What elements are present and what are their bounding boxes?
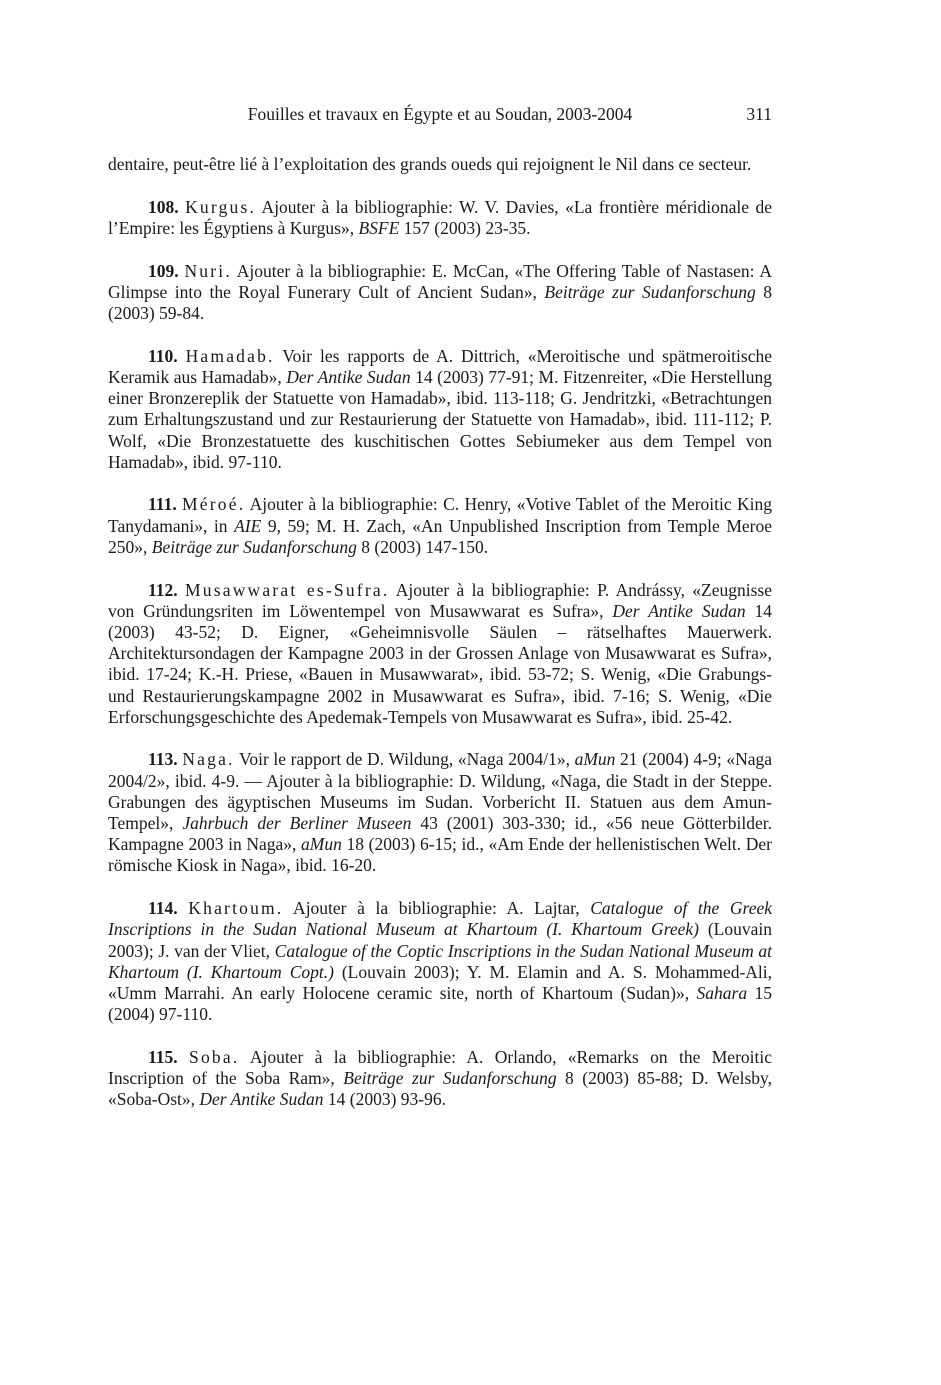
- entry-text: 8 (2003) 147-150.: [356, 536, 489, 557]
- entry-italic-title: Der Antike Sudan: [199, 1089, 324, 1110]
- entry-italic-title: Catalogue of the Coptic Inscriptions in the Sudan National Museum at Khartoum (I. Khartoum Copt.): [108, 940, 772, 982]
- entry-site-name: Méroé.: [182, 494, 246, 515]
- entry-number: 108.: [148, 196, 179, 217]
- bibliography-entries: [108, 175, 772, 1110]
- entry-text: Ajouter à la bibliographie: A. Orlando, «Remarks on the Meroitic Inscription of the Soba Ram»,: [108, 1046, 772, 1089]
- entry-site-name: Musawwarat es-Sufra.: [185, 579, 390, 600]
- paragraph-gap: [108, 324, 772, 346]
- page-body: [108, 154, 772, 1111]
- bibliography-entry: [108, 1047, 772, 1111]
- bibliography-entry: [108, 580, 772, 728]
- paragraph-gap: [108, 558, 772, 580]
- page-header: [108, 101, 772, 127]
- entry-italic-title: BSFE: [358, 217, 400, 238]
- entry-text: Ajouter à la bibliographie: W. V. Davies, «La frontière méridionale de l’Empire: les Égyptiens à Kurgus»,: [108, 196, 772, 238]
- page-number: 311: [746, 104, 772, 124]
- bibliography-entry: [108, 749, 772, 876]
- entry-text: 8 (2003) 59-84.: [108, 281, 772, 324]
- entry-site-name: Naga.: [182, 749, 235, 770]
- entry-number: 115.: [148, 1046, 178, 1067]
- entry-italic-title: AIE: [234, 515, 262, 536]
- paragraph-gap: [108, 239, 772, 261]
- entry-italic-title: Beiträge zur Sudanforschung: [343, 1068, 557, 1089]
- bibliography-entry: [108, 898, 772, 1025]
- entry-number: 113.: [148, 749, 178, 770]
- paragraph-gap: [108, 175, 772, 197]
- entry-site-name: Khartoum.: [188, 898, 284, 919]
- entry-text: (Louvain 2003); J. van der Vliet,: [108, 919, 772, 961]
- entry-text: 14 (2003) 43-52; D. Eigner, «Geheimnisvolle Säulen – rätselhaftes Mauerwerk. Architektursondagen der Kampagne 2003 in der Grossen Anlage von Musawwarat es Sufra», ibid. 17-24; K.-H. Priese, «Bauen in Musawwarat», ibid. 53-72; S. Wenig, «Die Grabungs- und Restaurierungskampagne 2002 in Musawwarat es Sufra», ibid. 7-16; S. Wenig, «Die Erforschungsgeschichte des Apedemak-Tempels von Musawwarat es Sufra», ibid. 25-42.: [108, 600, 772, 727]
- entry-text: Ajouter à la bibliographie: P. Andrássy, «Zeugnisse von Gründungsriten im Löwentempel von Musawwarat es Sufra»,: [108, 579, 773, 621]
- entry-italic-title: aMun: [574, 749, 616, 770]
- entry-text: 14 (2003) 77-91; M. Fitzenreiter, «Die Herstellung einer Bronzereplik der Statuette von Hamadab», ibid. 113-118; G. Jendritzki, «Betrachtungen zum Erhaltungszustand und zur Restaurierung der Statuette von Hamadab», ibid. 111-112; P. Wolf, «Die Bronzestatuette des kuschitischen Gottes Sebiumeker aus dem Tempel von Hamadab», ibid. 97-110.: [108, 366, 772, 472]
- entry-site-name: Kurgus.: [185, 196, 257, 217]
- continued-paragraph: dentaire, peut-être lié à l’exploitation des grands oueds qui rejoignent le Nil dans ce secteur.: [108, 154, 752, 174]
- entry-number: 109.: [148, 260, 179, 281]
- bibliography-entry: [108, 261, 772, 325]
- entry-text: Voir les rapports de A. Dittrich, «Meroitische und spätmeroitische Keramik aus Hamadab»,: [108, 345, 772, 387]
- entry-number: 112.: [148, 579, 178, 600]
- entry-text: Ajouter à la bibliographie: E. McCan, «The Offering Table of Nastasen: A Glimpse into the Royal Funerary Cult of Ancient Sudan»,: [108, 260, 773, 302]
- entry-text: 43 (2001) 303-330; id., «56 neue Götterbilder. Kampagne 2003 in Naga»,: [108, 813, 772, 855]
- entry-site-name: Soba.: [189, 1046, 240, 1067]
- bibliography-entry: [108, 346, 772, 473]
- entry-italic-title: aMun: [301, 834, 342, 855]
- entry-italic-title: Catalogue of the Greek Inscriptions in the Sudan National Museum at Khartoum (I. Khartoum Greek): [108, 898, 772, 940]
- paragraph-gap: [108, 1025, 772, 1047]
- paragraph-gap: [108, 877, 772, 899]
- bibliography-entry: [108, 197, 772, 239]
- entry-text: Ajouter à la bibliographie: A. Lajtar,: [283, 898, 591, 919]
- entry-text: 8 (2003) 85-88; D. Welsby, «Soba-Ost»,: [108, 1068, 772, 1110]
- entry-text: Voir le rapport de D. Wildung, «Naga 2004/1»,: [234, 749, 575, 770]
- entry-italic-title: Jahrbuch der Berliner Museen: [182, 813, 412, 834]
- entry-italic-title: Der Antike Sudan: [612, 600, 746, 621]
- entry-text: 18 (2003) 6-15; id., «Am Ende der hellenistischen Welt. Der römische Kiosk in Naga», ibid. 16-20.: [108, 834, 772, 876]
- entry-italic-title: Der Antike Sudan: [286, 366, 411, 387]
- entry-number: 110.: [148, 345, 178, 366]
- entry-site-name: Nuri.: [184, 260, 232, 281]
- entry-italic-title: Beiträge zur Sudanforschung: [544, 281, 756, 302]
- entry-text: 21 (2004) 4-9; «Naga 2004/2», ibid. 4-9. — Ajouter à la bibliographie: D. Wildung, «Naga, die Stadt in der Steppe. Grabungen des ägyptischen Museums im Sudan. Vorbericht II. Statuen aus dem Amun-Tempel»,: [108, 749, 772, 834]
- running-title: Fouilles et travaux en Égypte et au Soudan, 2003-2004: [247, 104, 633, 124]
- entry-text: 15 (2004) 97-110.: [108, 983, 773, 1025]
- entry-number: 114.: [148, 898, 178, 919]
- entry-text: 9, 59; M. H. Zach, «An Unpublished Inscription from Temple Meroe 250»,: [108, 515, 772, 557]
- entry-text: 157 (2003) 23-35.: [399, 217, 531, 238]
- entry-text: (Louvain 2003); Y. M. Elamin and A. S. Mohammed-Ali, «Umm Marrahi. An early Holocene ceramic site, north of Khartoum (Sudan)»,: [108, 961, 773, 1003]
- entry-number: 111.: [148, 494, 177, 515]
- entry-text: 14 (2003) 93-96.: [323, 1089, 446, 1110]
- entry-italic-title: Beiträge zur Sudanforschung: [151, 536, 357, 557]
- paragraph-gap: [108, 473, 772, 495]
- paragraph-gap: [108, 728, 772, 750]
- bibliography-entry: [108, 494, 772, 558]
- entry-text: Ajouter à la bibliographie: C. Henry, «Votive Tablet of the Meroitic King Tanydamani», in: [108, 494, 772, 536]
- entry-italic-title: Sahara: [696, 983, 748, 1003]
- entry-site-name: Hamadab.: [185, 345, 275, 366]
